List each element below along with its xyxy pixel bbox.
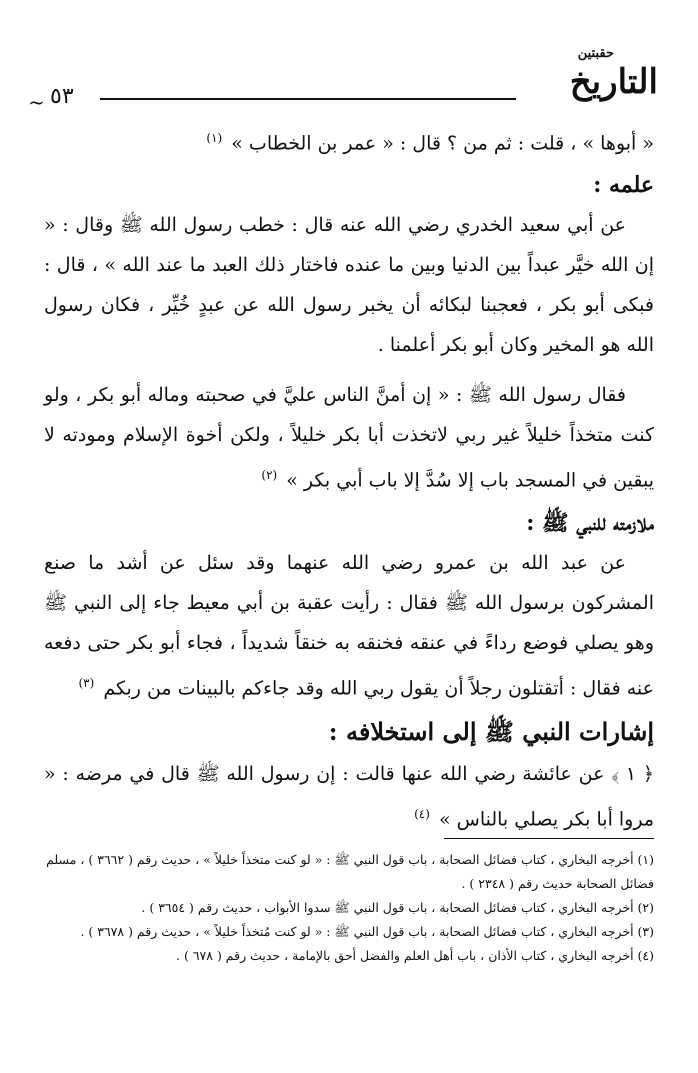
heading-succession: إشارات النبي ﷺ إلى استخلافه : — [328, 716, 654, 746]
page-header — [28, 46, 658, 118]
heading-knowledge: علمه : — [593, 172, 654, 199]
main-text — [44, 118, 654, 839]
header-rule — [100, 98, 516, 100]
intro-text: « أبوها » ، قلت : ثم من ؟ قال : « عمر بن الخطاب » — [231, 132, 654, 155]
footnote-1: (١) أخرجه البخاري ، كتاب فضائل الصحابة ، باب قول النبي ﷺ : « لو كنت متخذاً خليلاً » ، حديث رقم ( ٣٦٦٢ ) ، مسلم فضائل الصحابة حديث رقم ( ٢٣٤٨ ) . — [46, 852, 654, 891]
footnote-separator — [444, 838, 654, 839]
header-subtitle: حقبتين — [577, 46, 614, 61]
paragraph-2-text: فقال رسول الله ﷺ : « إن أمنَّ الناس عليَّ في صحبته وماله أبو بكر ، ولو كنت متخذاً خليلاً غير ربي لاتخذت أبا بكر خليلاً ، ولكن أخوة الإسلام ومودته لا يبقين في المسجد باب إلا سُدَّ إلا باب أبي بكر » — [44, 384, 654, 492]
paragraph-3-text: عن عبد الله بن عمرو رضي الله عنهما وقد سئل عن أشد ما صنع المشركون برسول الله ﷺ فقال : رأيت عقبة بن أبي معيط جاء إلى النبي ﷺ وهو يصلي فوضع رداءً في عنقه فخنقه به خنقاً شديداً ، فجاء أبو بكر حتى دفعه عنه فقال : أتقتلون رجلاً أن يقول ربي الله وقد جاءكم بالبينات من ربكم — [44, 551, 654, 699]
footnote-ref-2: (٢) — [261, 468, 278, 483]
intro-line — [44, 118, 654, 163]
spacer — [44, 365, 654, 375]
footnote-3: (٣) أخرجه البخاري ، كتاب فضائل الصحابة ، باب قول النبي ﷺ : « لو كنت مُتخذاً خليلاً » ، حديث رقم ( ٣٦٧٨ ) . — [80, 924, 654, 939]
paragraph-2 — [44, 375, 654, 500]
paragraph-1: عن أبي سعيد الخدري رضي الله عنه قال : خطب رسول الله ﷺ وقال : « إن الله خيَّر عبداً بين الدنيا وبين ما عنده فاختار ذلك العبد ما عند الله » ، قال : فبكى أبو بكر ، فعجبنا لبكائه أن يخبر رسول الله عن عبدٍ خُيِّر ، فكان رسول الله هو المخير وكان أبو بكر أعلمنا . — [44, 214, 655, 357]
footnotes — [44, 848, 654, 968]
footnote-ref-3: (٣) — [78, 675, 95, 690]
header-title: التاريخ — [569, 62, 658, 102]
footnote-ref-4: (٤) — [414, 806, 430, 821]
paragraph-4-text: ﴿ ١ ﴾ عن عائشة رضي الله عنها قالت : إن رسول الله ﷺ قال في مرضه : « مروا أبا بكر يصلي بالناس » — [44, 762, 654, 831]
footnote-2: (٢) أخرجه البخاري ، كتاب فضائل الصحابة ، باب قول النبي ﷺ سدوا الأبواب ، حديث رقم ( ٣٦٥٤ ) . — [141, 900, 654, 915]
heading-companionship: ملازمته للنبي ﷺ : — [526, 509, 654, 536]
footnote-4: (٤) أخرجه البخاري ، كتاب الأذان ، باب أهل العلم والفضل أحق بالإمامة ، حديث رقم ( ٦٧٨ ) . — [176, 948, 654, 963]
page-number-dash: ~ — [28, 90, 45, 114]
page-number: ٥٣ — [50, 84, 74, 109]
paragraph-3 — [44, 543, 654, 708]
paragraph-4 — [44, 754, 654, 839]
footnote-ref-1: (١) — [206, 131, 223, 145]
